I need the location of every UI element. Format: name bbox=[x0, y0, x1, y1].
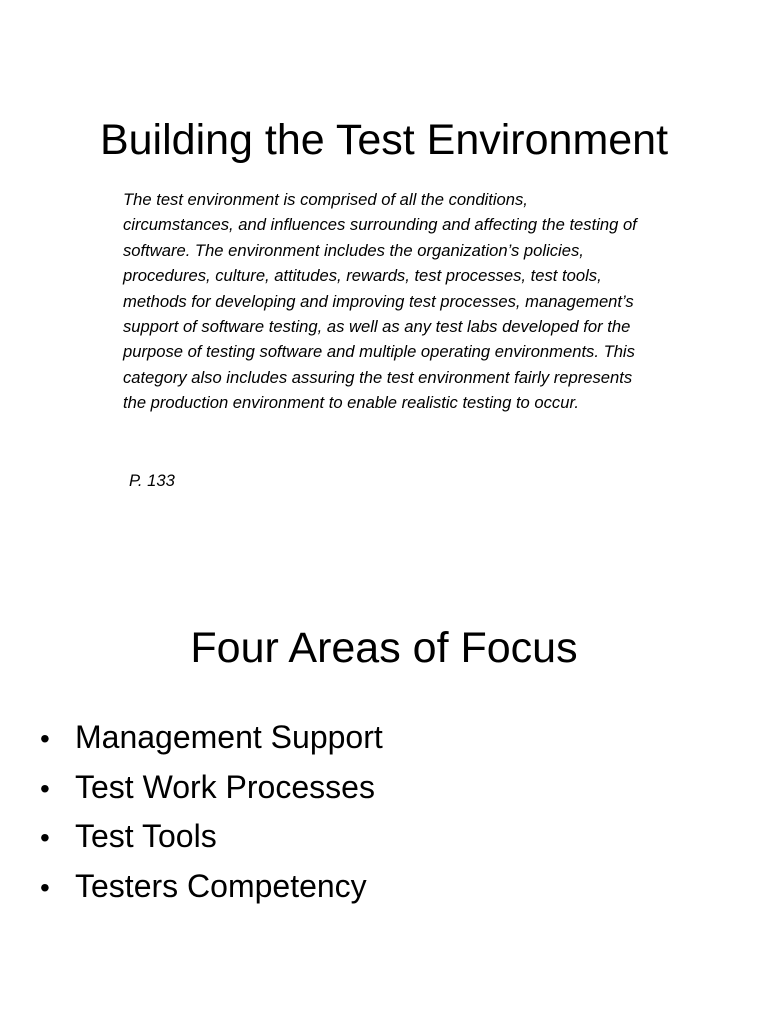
slide-title: Four Areas of Focus bbox=[190, 624, 578, 672]
list-item-label: Testers Competency bbox=[75, 867, 367, 904]
list-item bbox=[40, 713, 383, 763]
focus-areas-list bbox=[40, 713, 383, 911]
page-reference: P. 133 bbox=[129, 471, 175, 490]
bullet-icon: • bbox=[40, 723, 50, 754]
bullet-icon: • bbox=[40, 871, 50, 903]
list-item bbox=[40, 812, 383, 862]
list-item-label: Test Tools bbox=[75, 818, 217, 854]
bullet-icon: • bbox=[40, 772, 50, 804]
list-item-label: Test Work Processes bbox=[75, 768, 375, 805]
slide-title: Building the Test Environment bbox=[99, 116, 669, 164]
list-item bbox=[40, 763, 383, 813]
bullet-icon: • bbox=[40, 822, 50, 853]
definition-paragraph: The test environment is comprised of all the conditions, circumstances, and influences surrounding and affecting the testing of software. The environment includes the organization’s policies, procedures, culture, attitudes, rewards, test processes, test tools, methods for developing and improving test processes, management’s support of software testing, as well as any test labs developed for the purpose of testing software and multiple operating environments. This category also includes assuring the test environment fairly represents the production environment to enable realistic testing to occur. bbox=[123, 190, 637, 413]
list-item bbox=[40, 862, 383, 912]
slide-four-areas-of-focus bbox=[0, 512, 768, 1024]
list-item-label: Management Support bbox=[75, 719, 383, 755]
